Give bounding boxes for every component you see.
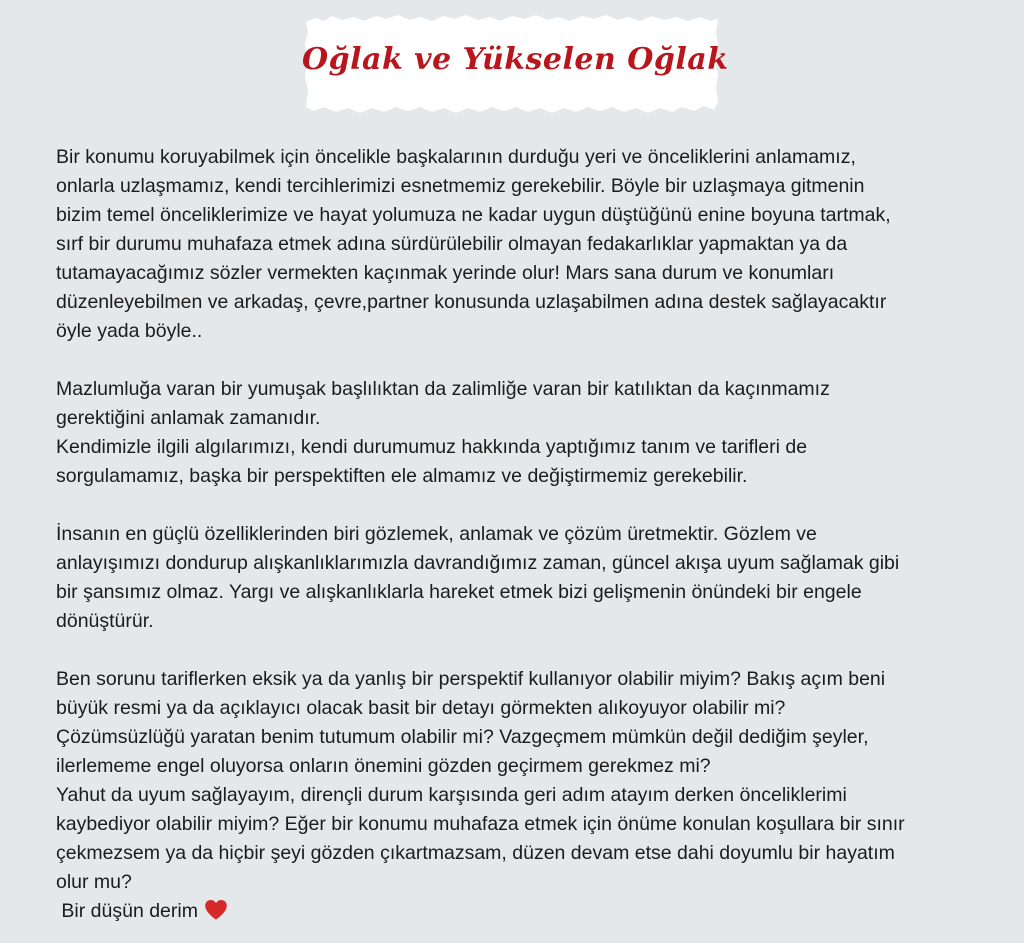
text-line: bizim temel önceliklerimize ve hayat yolumuza ne kadar uygun düştüğünü enine boyuna tartmak, (56, 204, 891, 226)
paragraph-4 (56, 665, 986, 929)
paragraph-3 (56, 520, 986, 636)
text-line: tutamayacağımız sözler vermekten kaçınmak yerinde olur! Mars sana durum ve konumları (56, 262, 835, 284)
text-line: öyle yada böyle.. (56, 320, 203, 342)
title-banner (302, 12, 729, 116)
closing-line (56, 897, 986, 929)
text-line: dönüştürür. (56, 610, 154, 632)
text-line: büyük resmi ya da açıklayıcı olacak basit bir detayı görmekten alıkoyuyor olabilir mi? (56, 697, 786, 719)
heart-icon (204, 899, 228, 929)
text-line: sırf bir durumu muhafaza etmek adına sürdürülebilir olmayan fedakarlıklar yapmaktan ya da (56, 233, 848, 255)
text-line: gerektiğini anlamak zamanıdır. (56, 407, 321, 429)
text-line: ilerlememe engel oluyorsa onların önemini gözden geçirmem gerekmez mi? (56, 755, 711, 777)
closing-text: Bir düşün derim (56, 900, 198, 922)
text-line: bir şansımız olmaz. Yargı ve alışkanlıklarla hareket etmek bizi gelişmenin önündeki bir engele (56, 581, 862, 603)
text-line: Yahut da uyum sağlayayım, dirençli durum karşısında geri adım atayım derken önceliklerimi (56, 784, 847, 806)
page-title: Oğlak ve Yükselen Oğlak (302, 42, 729, 77)
text-line: anlayışımızı dondurup alışkanlıklarımızla davrandığımız zaman, güncel akışa uyum sağlamak gibi (56, 552, 900, 574)
text-line: onlarla uzlaşmamız, kendi tercihlerimizi esnetmemiz gerekebilir. Böyle bir uzlaşmaya gitmenin (56, 175, 865, 197)
text-line: olur mu? (56, 871, 132, 893)
text-line: kaybediyor olabilir miyim? Eğer bir konumu muhafaza etmek için önüme konulan koşullara bir sınır (56, 813, 905, 835)
text-line: Mazlumluğa varan bir yumuşak başlılıktan da zalimliğe varan bir katılıktan da kaçınmamız (56, 378, 830, 400)
text-line: sorgulamamız, başka bir perspektiften ele almamız ve değiştirmemiz gerekebilir. (56, 465, 748, 487)
text-line: Çözümsüzlüğü yaratan benim tutumum olabilir mi? Vazgeçmem mümkün değil dediğim şeyler, (56, 726, 869, 748)
paragraph-2 (56, 375, 986, 491)
text-line: Kendimizle ilgili algılarımızı, kendi durumumuz hakkında yaptığımız tanım ve tarifleri de (56, 436, 808, 458)
article-body (56, 143, 986, 929)
text-line: İnsanın en güçlü özelliklerinden biri gözlemek, anlamak ve çözüm üretmektir. Gözlem ve (56, 523, 817, 545)
paragraph-1 (56, 143, 986, 346)
text-line: Ben sorunu tariflerken eksik ya da yanlış bir perspektif kullanıyor olabilir miyim? Bakış açım beni (56, 668, 886, 690)
text-line: çekmezsem ya da hiçbir şeyi gözden çıkartmazsam, düzen devam etse dahi doyumlu bir hayatım (56, 842, 895, 864)
text-line: düzenleyebilmen ve arkadaş, çevre,partner konusunda uzlaşabilmen adına destek sağlayacaktır (56, 291, 887, 313)
text-line: Bir konumu koruyabilmek için öncelikle başkalarının durduğu yeri ve önceliklerini anlamamız, (56, 146, 856, 168)
